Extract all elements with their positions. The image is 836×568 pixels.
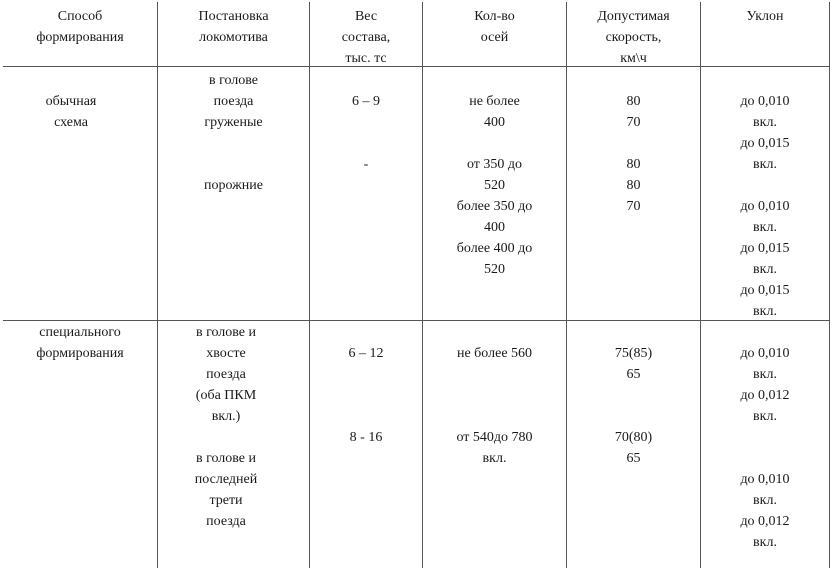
cell-line: 6 – 9 <box>352 94 380 109</box>
cell-line: в голове <box>208 73 259 88</box>
cell-line <box>423 406 566 427</box>
cell-line <box>423 322 566 343</box>
cell-line: 80 <box>626 157 641 172</box>
row2-slope <box>701 322 829 553</box>
cell-line <box>701 448 829 469</box>
cell-line: вкл. <box>753 262 777 277</box>
cell-line: 80 <box>626 94 641 109</box>
cell-line: до 0,010 <box>740 94 790 109</box>
cell-line: 400 <box>484 220 505 235</box>
cell-line <box>567 70 700 91</box>
cell-line <box>567 406 700 427</box>
cell-line: 75(85) <box>614 346 653 361</box>
cell-line: до 0,015 <box>740 136 790 151</box>
row2-method <box>3 322 157 364</box>
cell-line: специального <box>39 325 121 340</box>
cell-line: 65 <box>626 367 641 382</box>
cell-line <box>310 133 422 154</box>
cell-line <box>310 322 422 343</box>
cell-line: поезда <box>206 367 246 382</box>
row1-axles <box>423 70 566 280</box>
cell-line: вкл. <box>753 409 777 424</box>
cell-line: вкл. <box>753 535 777 550</box>
cell-line: 520 <box>484 178 505 193</box>
row2-axles <box>423 322 566 469</box>
cell-line: не более 560 <box>456 346 533 361</box>
header-method: Способ формирования <box>36 9 124 45</box>
cell-line <box>567 322 700 343</box>
row2-speed <box>567 322 700 469</box>
cell-line: 70 <box>626 199 641 214</box>
cell-line: вкл. <box>753 157 777 172</box>
cell-line: в голове и <box>195 325 257 340</box>
cell-line: - <box>363 157 369 172</box>
cell-line: 80 <box>626 178 641 193</box>
cell-line: до 0,012 <box>740 388 790 403</box>
cell-line: вкл. <box>753 493 777 508</box>
cell-line <box>310 112 422 133</box>
cell-line <box>423 364 566 385</box>
cell-line: вкл. <box>753 304 777 319</box>
cell-line: 520 <box>484 262 505 277</box>
cell-line: формирования <box>36 346 124 361</box>
cell-line: трети <box>209 493 243 508</box>
cell-line: обычная <box>45 94 97 109</box>
cell-line <box>567 133 700 154</box>
cell-line: 400 <box>484 115 505 130</box>
cell-line: вкл.) <box>211 409 241 424</box>
cell-line: до 0,010 <box>740 199 790 214</box>
cell-line <box>567 385 700 406</box>
cell-line <box>701 175 829 196</box>
cell-line: до 0,015 <box>740 283 790 298</box>
cell-line <box>3 70 139 91</box>
cell-line: до 0,015 <box>740 241 790 256</box>
cell-line: 70(80) <box>614 430 653 445</box>
cell-line <box>310 406 422 427</box>
row1-method <box>3 70 139 133</box>
cell-line: схема <box>54 115 88 130</box>
header-slope: Уклон <box>746 9 784 24</box>
cell-line <box>158 133 309 154</box>
cell-line <box>701 322 829 343</box>
cell-line <box>310 385 422 406</box>
cell-line: от 540до 780 <box>456 430 533 445</box>
cell-line <box>310 364 422 385</box>
row2-weight <box>310 322 422 448</box>
cell-line: до 0,010 <box>740 346 790 361</box>
cell-line: последней <box>194 472 258 487</box>
cell-line <box>701 427 829 448</box>
cell-line: в голове и <box>195 451 257 466</box>
cell-line: вкл. <box>753 220 777 235</box>
header-axles: Кол-во осей <box>474 9 515 45</box>
cell-line: не более <box>469 94 520 109</box>
cell-line <box>423 133 566 154</box>
cell-line: вкл. <box>753 367 777 382</box>
cell-line: поезда <box>206 514 246 529</box>
speed-table <box>3 2 830 568</box>
cell-line: поезда <box>213 94 254 109</box>
cell-line: вкл. <box>482 451 507 466</box>
cell-line: (оба ПКМ <box>195 388 257 403</box>
cell-line: груженые <box>204 115 263 130</box>
row1-weight <box>310 70 422 175</box>
row2-locomotive <box>158 322 294 532</box>
cell-line: до 0,012 <box>740 514 790 529</box>
cell-line <box>423 385 566 406</box>
cell-line: более 350 до <box>456 199 533 214</box>
cell-line <box>158 427 294 448</box>
cell-line: хвосте <box>206 346 246 361</box>
cell-line: 6 – 12 <box>348 346 384 361</box>
header-speed: Допустимая скорость, км\ч <box>597 9 670 66</box>
cell-line <box>423 70 566 91</box>
table-right-border <box>829 2 830 568</box>
cell-line: 70 <box>626 115 641 130</box>
cell-line: 65 <box>626 451 641 466</box>
row1-locomotive <box>158 70 309 196</box>
cell-line: от 350 до <box>466 157 523 172</box>
cell-line: более 400 до <box>456 241 533 256</box>
cell-line <box>158 154 309 175</box>
cell-line: вкл. <box>753 115 777 130</box>
cell-line: до 0,010 <box>740 472 790 487</box>
row1-speed <box>567 70 700 217</box>
row1-slope <box>701 70 829 322</box>
cell-line <box>310 70 422 91</box>
cell-line: 8 - 16 <box>349 430 383 445</box>
cell-line: порожние <box>203 178 263 193</box>
cell-line <box>701 70 829 91</box>
header-locomotive: Постановка локомотива <box>198 9 269 45</box>
header-weight: Вес состава, тыс. тс <box>341 9 391 66</box>
